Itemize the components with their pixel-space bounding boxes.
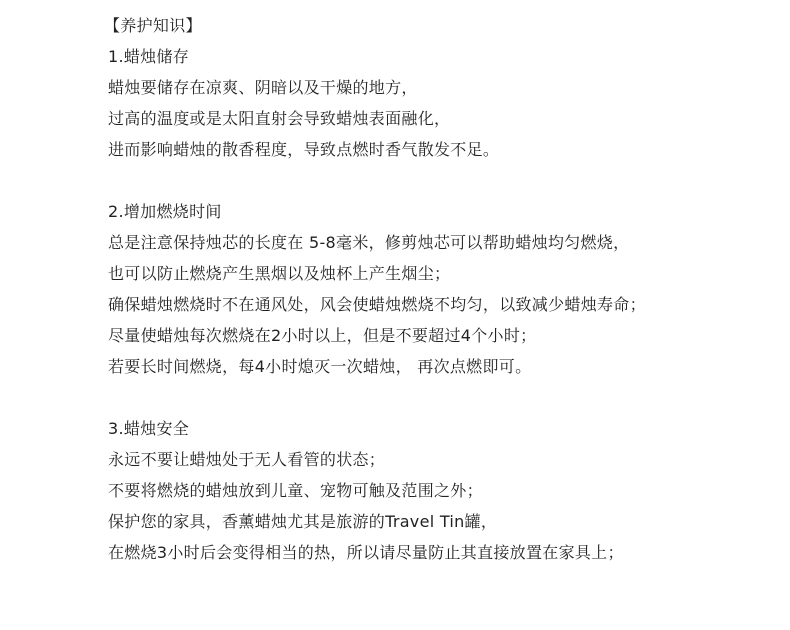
section-candle-safety <box>108 413 778 568</box>
paragraph-line: 蜡烛要储存在凉爽、阴暗以及干燥的地方， <box>108 78 418 97</box>
paragraph-line: 确保蜡烛燃烧时不在通风处，风会使蜡烛燃烧不均匀，以致减少蜡烛寿命； <box>108 295 646 314</box>
paragraph-line: 永远不要让蜡烛处于无人看管的状态； <box>108 450 386 469</box>
paragraph-line: 总是注意保持烛芯的长度在 5-8毫米，修剪烛芯可以帮助蜡烛均匀燃烧， <box>108 233 630 252</box>
section-increase-burn-time <box>108 196 778 382</box>
care-knowledge-document <box>104 10 778 568</box>
section-heading: 2.增加燃烧时间 <box>108 202 222 221</box>
document-title: 【养护知识】 <box>104 16 202 35</box>
section-heading: 1.蜡烛储存 <box>108 47 190 66</box>
paragraph-line: 不要将燃烧的蜡烛放到儿童、宠物可触及范围之外； <box>108 481 483 500</box>
section-spacer <box>108 382 778 413</box>
section-spacer <box>108 165 778 196</box>
paragraph-line: 也可以防止燃烧产生黑烟以及烛杯上产生烟尘； <box>108 264 451 283</box>
paragraph-line: 在燃烧3小时后会变得相当的热，所以请尽量防止其直接放置在家具上； <box>108 543 624 562</box>
paragraph-line: 保护您的家具，香薰蜡烛尤其是旅游的Travel Tin罐， <box>108 512 498 531</box>
paragraph-line: 若要长时间燃烧，每4小时熄灭一次蜡烛， 再次点燃即可。 <box>108 357 532 376</box>
paragraph-line: 过高的温度或是太阳直射会导致蜡烛表面融化， <box>108 109 451 128</box>
section-candle-storage <box>108 41 778 165</box>
section-heading: 3.蜡烛安全 <box>108 419 190 438</box>
paragraph-line: 尽量使蜡烛每次燃烧在2小时以上，但是不要超过4个小时； <box>108 326 537 345</box>
paragraph-line: 进而影响蜡烛的散香程度，导致点燃时香气散发不足。 <box>108 140 500 159</box>
